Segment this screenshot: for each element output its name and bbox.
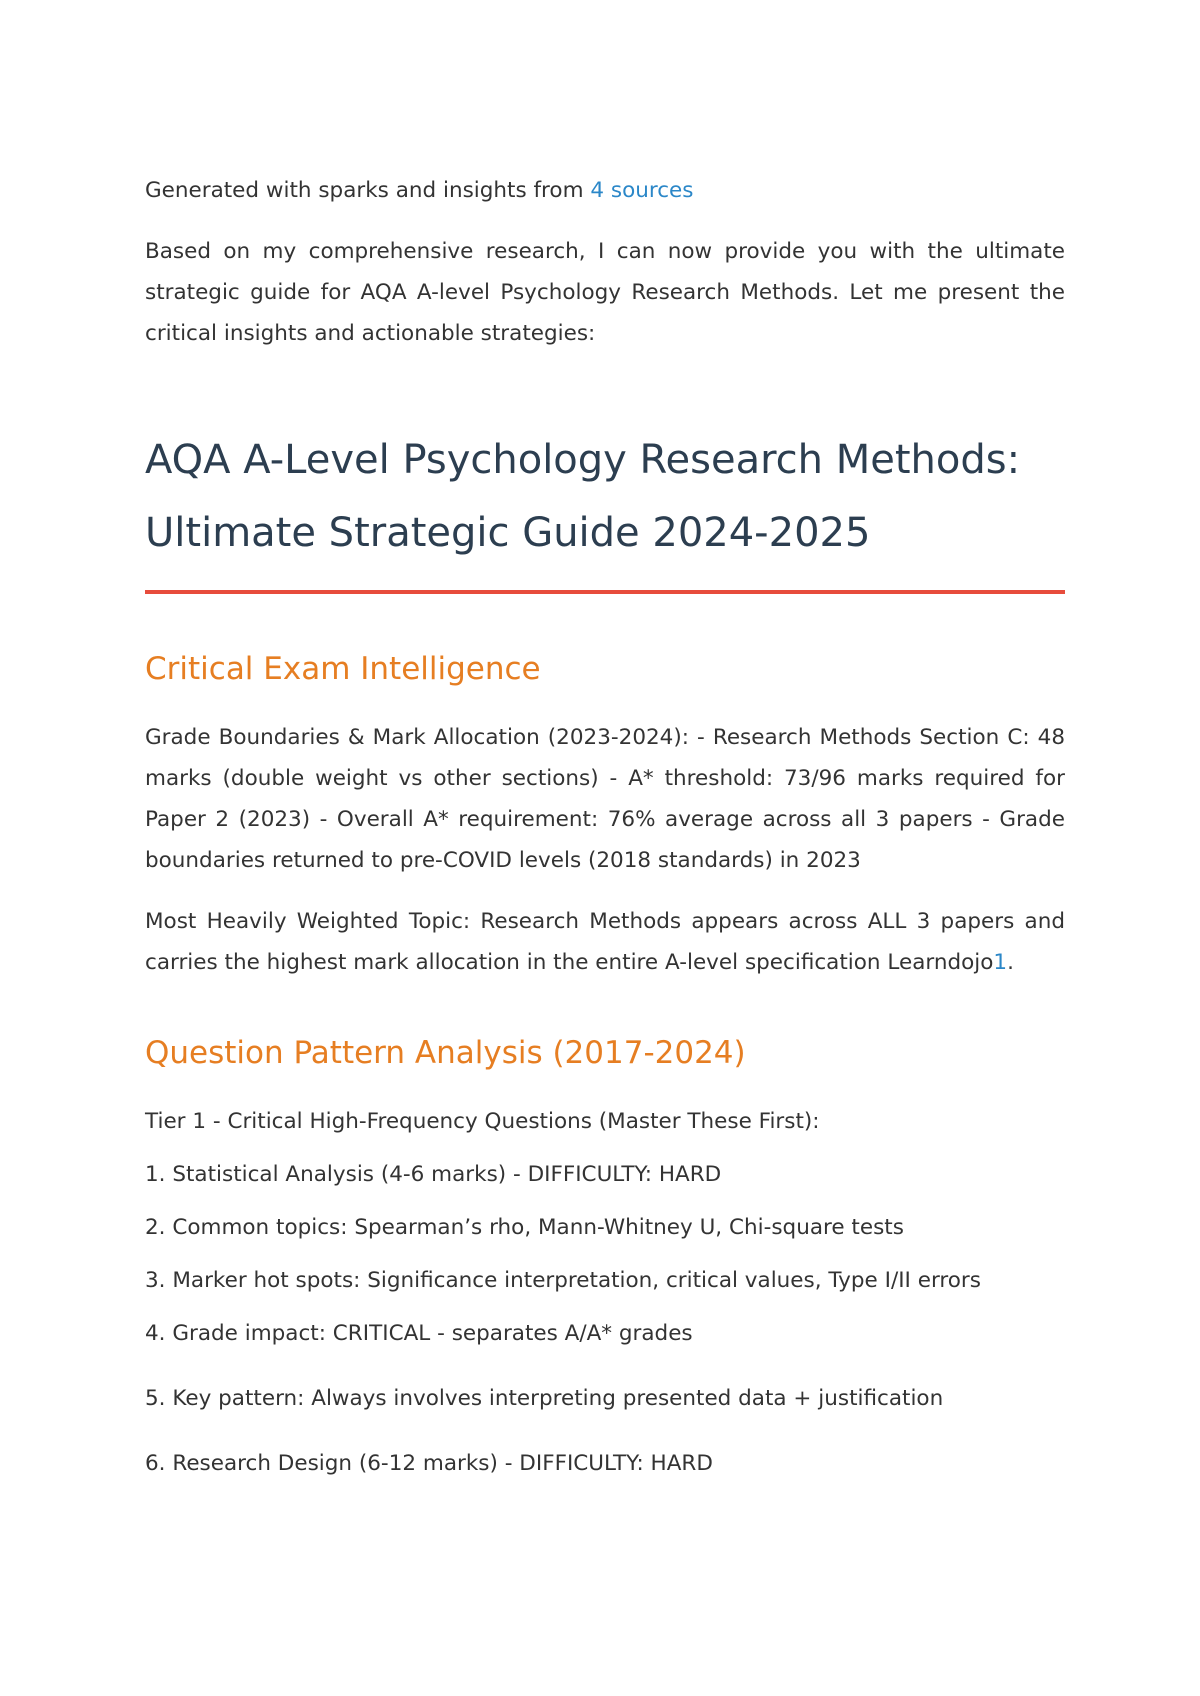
weighted-topic-paragraph: [145, 901, 1065, 983]
list-item: 3. Marker hot spots: Significance interpretation, critical values, Type I/II errors: [145, 1268, 981, 1293]
question-list: [145, 1154, 1065, 1484]
list-item: 1. Statistical Analysis (4-6 marks) - DIFFICULTY: HARD: [145, 1162, 722, 1187]
sources-link[interactable]: 4 sources: [590, 178, 694, 203]
grade-boundaries-paragraph: Grade Boundaries & Mark Allocation (2023-2024): - Research Methods Section C: 48 marks (double weight vs other sections) - A* threshold: 73/96 marks required for Paper 2 (2023) - Overall A* requirement: 76% average across all 3 papers - Grade boundaries returned to pre-COVID levels (2018 standards) in 2023: [145, 725, 1065, 873]
intro-paragraph: Based on my comprehensive research, I can now provide you with the ultimate strategic guide for AQA A-level Psychology Research Methods. Let me present the critical insights and actionable strategies:: [145, 239, 1065, 346]
reference-link-1[interactable]: 1: [993, 950, 1008, 975]
list-item: 2. Common topics: Spearman’s rho, Mann-Whitney U, Chi-square tests: [145, 1215, 904, 1240]
weighted-topic-text: Most Heavily Weighted Topic: Research Methods appears across ALL 3 papers and carries the highest mark allocation in the entire A-level specification Learndojo: [145, 909, 1065, 975]
document-page: [145, 170, 1065, 1496]
list-item: 4. Grade impact: CRITICAL - separates A/A* grades: [145, 1321, 693, 1346]
sources-prefix: Generated with sparks and insights from: [145, 178, 591, 203]
section-heading-exam-intelligence: Critical Exam Intelligence: [145, 651, 541, 687]
page-title: [145, 424, 1065, 594]
tier-label: Tier 1 - Critical High-Frequency Questions (Master These First):: [145, 1109, 820, 1134]
page-title-line-2: Ultimate Strategic Guide 2024-2025: [145, 510, 871, 556]
section-heading-question-patterns: Question Pattern Analysis (2017-2024): [145, 1035, 746, 1071]
list-item: 6. Research Design (6-12 marks) - DIFFICULTY: HARD: [145, 1451, 713, 1476]
page-title-line-1: AQA A-Level Psychology Research Methods:: [145, 437, 1021, 483]
list-item: 5. Key pattern: Always involves interpreting presented data + justification: [145, 1386, 944, 1411]
sources-line: [145, 170, 1065, 211]
weighted-topic-end: .: [1007, 950, 1014, 975]
